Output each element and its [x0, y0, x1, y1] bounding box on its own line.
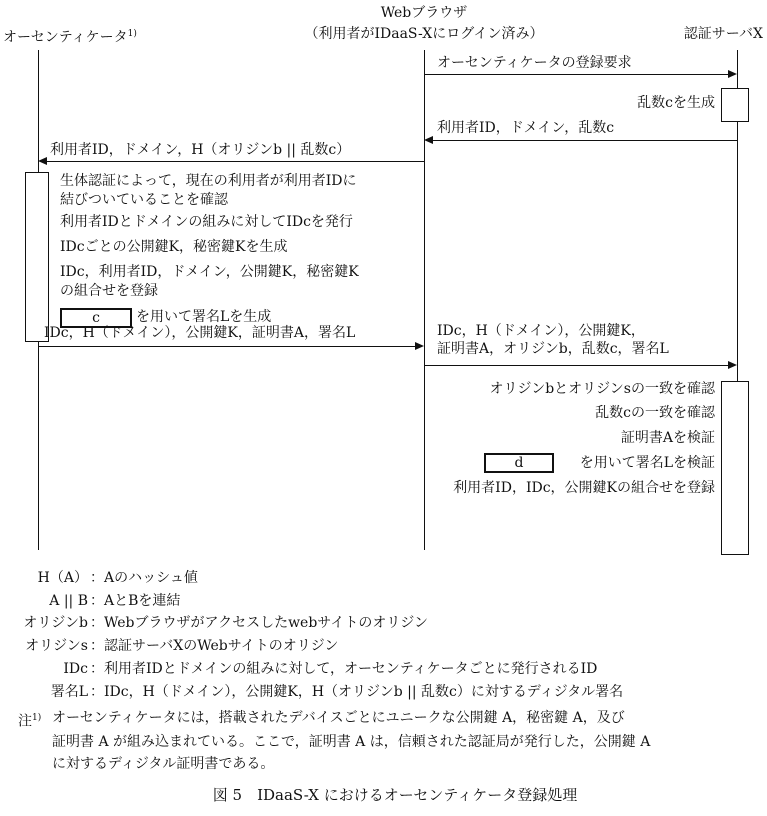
note-mark: 注$^{1)}$ — [18, 713, 42, 730]
message-label: オーセンティケータの登録要求 — [437, 55, 632, 71]
authenticator-step: を用いて署名Lを生成 — [136, 309, 272, 325]
activation-box — [721, 381, 749, 555]
message-label: 証明書A，オリジンb，乱数c，署名L — [437, 341, 669, 357]
legend-term: オリジンb — [23, 615, 88, 631]
arrow-head-icon — [424, 136, 433, 144]
server-step: 利用者ID，IDc，公開鍵Kの組合せを登録 — [453, 480, 715, 496]
legend-desc: ：AとBを連結 — [90, 593, 181, 609]
arrow-line — [424, 365, 729, 366]
legend-term: 署名L — [50, 684, 88, 700]
legend-term: オリジンs — [25, 638, 88, 654]
server-step: 証明書Aを検証 — [620, 430, 715, 446]
message-label: IDc，H（ドメイン），公開鍵K，証明書A，署名L — [44, 325, 356, 341]
legend-desc: ：認証サーバXのWebサイトのオリジン — [90, 638, 339, 654]
authenticator-step: IDcごとの公開鍵K，秘密鍵Kを生成 — [60, 239, 288, 255]
participant-browser: Webブラウザ — [380, 5, 468, 21]
blank-c[interactable]: c — [60, 308, 132, 328]
legend-desc: ：Webブラウザがアクセスしたwebサイトのオリジン — [90, 615, 428, 631]
server-step: 乱数cを生成 — [637, 95, 715, 111]
legend-term: H（A） — [37, 570, 88, 586]
arrow-head-icon — [38, 157, 47, 165]
arrow-line — [432, 140, 737, 141]
note-text: に対するディジタル証明書である。 — [52, 756, 275, 772]
server-step: 乱数cの一致を確認 — [595, 405, 715, 421]
activation-box — [721, 88, 749, 122]
note-text: 証明書 A が組み込まれている。ここで，証明書 A は，信頼された認証局が発行した，公開鍵 A — [52, 734, 651, 750]
message-label: IDc，H（ドメイン），公開鍵K， — [437, 323, 645, 339]
arrow-line — [424, 74, 729, 75]
authenticator-step: 結びついていることを確認 — [60, 192, 228, 208]
legend-desc: ：IDc，H（ドメイン），公開鍵K，H（オリジンb || 乱数c）に対するディジタル署名 — [90, 684, 624, 700]
arrow-head-icon — [728, 70, 737, 78]
authenticator-label: オーセンティケータ — [3, 29, 128, 46]
note-text: オーセンティケータには，搭載されたデバイスごとにユニークな公開鍵 A，秘密鍵 A，及び — [52, 710, 625, 726]
lifeline-browser — [424, 50, 425, 550]
legend-desc: ：利用者IDとドメインの組みに対して，オーセンティケータごとに発行されるID — [90, 661, 598, 677]
legend-term: A || B — [49, 593, 88, 609]
figure-caption: 図 5 IDaaS-X におけるオーセンティケータ登録処理 — [212, 786, 578, 804]
authenticator-step: IDc，利用者ID，ドメイン，公開鍵K，秘密鍵K — [60, 264, 359, 280]
server-step: を用いて署名Lを検証 — [579, 455, 715, 471]
server-step: オリジンbとオリジンsの一致を確認 — [489, 381, 715, 397]
arrow-head-icon — [415, 342, 424, 350]
participant-server: 認証サーバX — [683, 26, 763, 42]
legend-desc: ：Aのハッシュ値 — [90, 570, 198, 586]
arrow-line — [38, 346, 416, 347]
note-mark: 1) — [127, 29, 137, 39]
blank-d[interactable]: d — [484, 453, 554, 473]
arrow-head-icon — [728, 361, 737, 369]
participant-authenticator — [3, 25, 137, 47]
activation-box — [25, 172, 49, 342]
participant-browser-sub: （利用者がIDaaS-Xにログイン済み） — [304, 26, 544, 42]
arrow-line — [46, 161, 424, 162]
message-label: 利用者ID，ドメイン，乱数c — [437, 120, 615, 136]
authenticator-step: 利用者IDとドメインの組みに対してIDcを発行 — [60, 214, 353, 230]
authenticator-step: の組合せを登録 — [60, 283, 158, 299]
authenticator-step: 生体認証によって，現在の利用者が利用者IDに — [60, 173, 357, 189]
legend-term: IDc — [63, 661, 88, 677]
message-label: 利用者ID，ドメイン，H（オリジンb || 乱数c） — [50, 142, 351, 158]
